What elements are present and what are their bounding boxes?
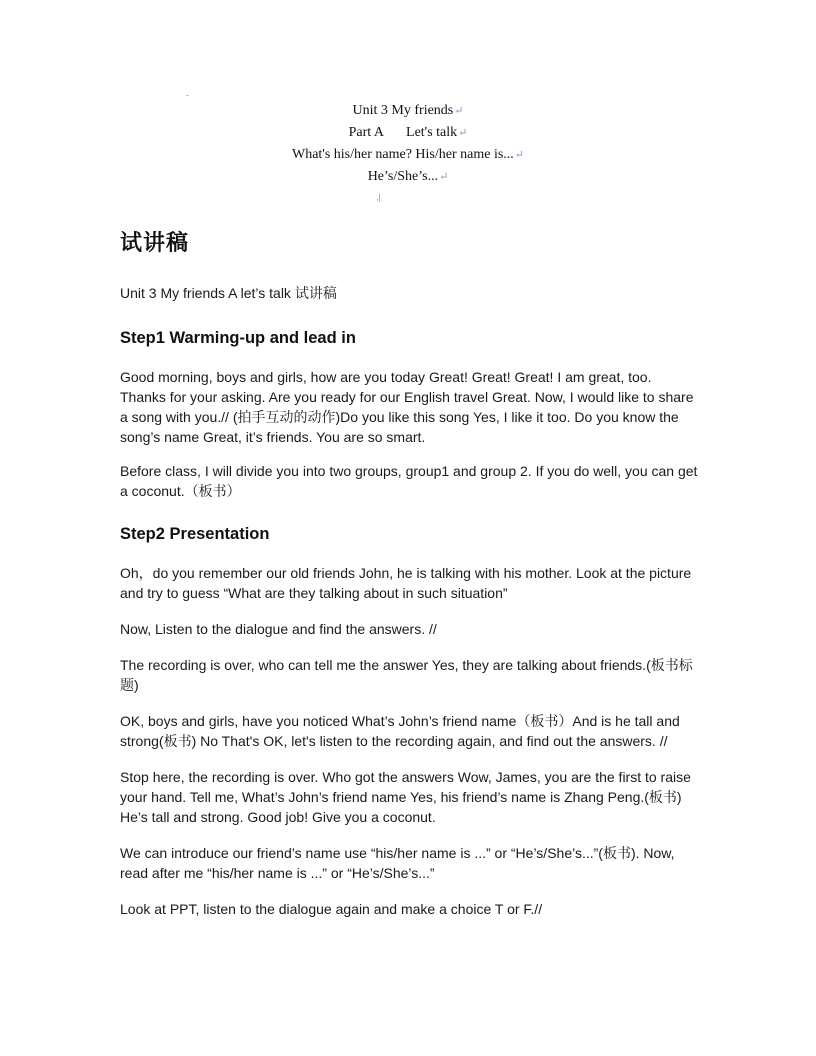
paragraph: Oh，do you remember our old friends John, he is talking with his mother. Look at the picture and try to guess “What are they talking about in such situation” [120, 565, 692, 601]
header-pattern-line [0, 166, 816, 188]
header-part-line [0, 122, 816, 144]
paragraph: Now, Listen to the dialogue and find the answers. // [120, 621, 437, 637]
header-unit-title: Unit 3 My friends [352, 103, 454, 118]
main-content [120, 226, 700, 933]
format-mark: ,| [376, 192, 381, 202]
header-pattern: He’s/She’s... [367, 169, 439, 184]
return-mark-icon: ↵ [439, 171, 449, 183]
header-part-label: Part A [348, 125, 385, 140]
paragraph: Look at PPT, listen to the dialogue again and make a choice T or F.// [120, 901, 543, 917]
paragraph: OK, boys and girls, have you noticed What’s John’s friend name（板书）And is he tall and strong(板书) No That's OK, let's listen to the recording again, and find out the answers. // [120, 713, 680, 749]
paragraph: Good morning, boys and girls, how are you today Great! Great! Great! I am great, too. Thanks for your asking. Are you ready for our English travel Great. Now, I would like to share a song with you.// (拍手互动的动作)Do you like this song Yes, I like it too. Do you know the song’s name Great, it’s friends. You are so smart. [120, 369, 694, 445]
paragraph: The recording is over, who can tell me the answer Yes, they are talking about friends.(板书标题) [120, 657, 693, 693]
paragraph: We can introduce our friend’s name use “his/her name is ...” or “He’s/She’s...”(板书). Now, read after me “his/her name is ...” or “He’s/She’s...” [120, 845, 675, 881]
step-heading-presentation: Step2 Presentation [120, 525, 270, 543]
return-mark-icon: ↵ [458, 127, 468, 139]
header-question-line [0, 144, 816, 166]
header-unit-line [0, 100, 816, 122]
step-heading-warmup: Step1 Warming-up and lead in [120, 329, 356, 347]
lesson-header [0, 100, 816, 188]
paragraph: Stop here, the recording is over. Who got the answers Wow, James, you are the first to raise your hand. Tell me, What’s John’s friend name Yes, his friend’s name is Zhang Peng.(板书) He’s tall and strong. Good job! Give you a coconut. [120, 769, 691, 825]
format-mark: - [186, 90, 189, 100]
doc-subtitle: Unit 3 My friends A let’s talk 试讲稿 [120, 285, 337, 301]
return-mark-icon: ↵ [514, 149, 524, 161]
return-mark-icon: ↵ [454, 105, 464, 117]
page-title: 试讲稿 [120, 231, 190, 256]
header-part-title: Let's talk [406, 125, 458, 140]
header-question: What's his/her name? His/her name is... [291, 147, 514, 162]
paragraph: Before class, I will divide you into two groups, group1 and group 2. If you do well, you can get a coconut.（板书） [120, 463, 698, 499]
